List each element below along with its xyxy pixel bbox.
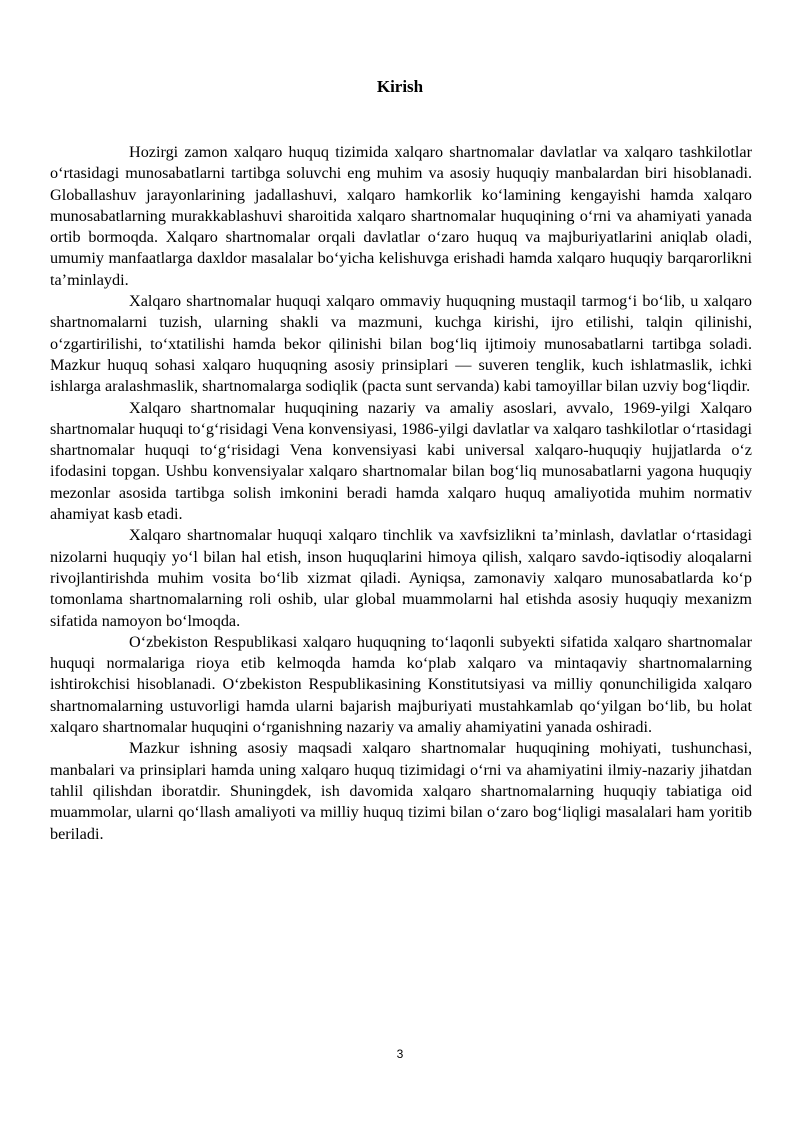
paragraph-6: Mazkur ishning asosiy maqsadi xalqaro shartnomalar huquqining mohiyati, tushunchasi, manbalari va prinsiplari hamda uning xalqaro huquq tizimidagi o‘rni va ahamiyatini ilmiy-nazariy jihatdan tahlil qilishdan iboratdir. Shuningdek, ish davomida xalqaro shartnomalarning huquqiy tabiatiga oid muammolar, ularni qo‘llash amaliyoti va milliy huquq tizimi bilan o‘zaro bog‘liqligi masalalari ham yoritib beriladi. bbox=[50, 739, 752, 843]
paragraph-2: Xalqaro shartnomalar huquqi xalqaro ommaviy huquqning mustaqil tarmog‘i bo‘lib, u xalqaro shartnomalarni tuzish, ularning shakli va mazmuni, kuchga kirishi, ijro etilishi, talqin qilinishi, o‘zgartirilishi, to‘xtatilishi hamda bekor qilinishi bilan bog‘liq ijtimoiy munosabatlarni tartibga soladi. Mazkur huquq sohasi xalqaro huquqning asosiy prinsiplari — suveren tenglik, kuch ishlatmaslik, ichki ishlarga aralashmaslik, shartnomalarga sodiqlik (pacta sunt servanda) kabi tamoyillar bilan uzviy bog‘liqdir. bbox=[50, 292, 752, 396]
page-number: 3 bbox=[396, 1047, 404, 1061]
paragraph-1: Hozirgi zamon xalqaro huquq tizimida xalqaro shartnomalar davlatlar va xalqaro tashkilotlar o‘rtasidagi munosabatlarni tartibga soluvchi eng muhim va asosiy huquqiy manbalardan biri hisoblanadi. Globallashuv jarayonlarining jadallashuvi, xalqaro hamkorlik ko‘lamining kengayishi hamda xalqaro munosabatlarning murakkablashuvi sharoitida xalqaro shartnomalar huquqining o‘rni va ahamiyati yanada ortib bormoqda. Xalqaro shartnomalar orqali davlatlar o‘zaro huquq va majburiyatlarini aniqlab oladi, umumiy manfaatlarga daxldor masalalar bo‘yicha kelishuvga erishadi hamda xalqaro huquqiy barqarorlikni ta’minlaydi. bbox=[50, 143, 752, 289]
page-title: Kirish bbox=[376, 77, 424, 96]
body-text bbox=[50, 142, 752, 845]
paragraph-3: Xalqaro shartnomalar huquqining nazariy va amaliy asoslari, avvalo, 1969-yilgi Xalqaro shartnomalar huquqi to‘g‘risidagi Vena konvensiyasi, 1986-yilgi davlatlar va xalqaro tashkilotlar o‘rtasidagi shartnomalar huquqi to‘g‘risidagi Vena konvensiyasi kabi universal xalqaro-huquqiy hujjatlarda o‘z ifodasini topgan. Ushbu konvensiyalar xalqaro shartnomalar bilan bog‘liq munosabatlarni yagona huquqiy mezonlar asosida tartibga solish imkonini beradi hamda xalqaro huquq amaliyotida muhim normativ ahamiyat kasb etadi. bbox=[50, 398, 752, 524]
paragraph-5: O‘zbekiston Respublikasi xalqaro huquqning to‘laqonli subyekti sifatida xalqaro shartnomalar huquqi normalariga rioya etib kelmoqda hamda ko‘plab xalqaro va mintaqaviy shartnomalarning ishtirokchisi hisoblanadi. O‘zbekiston Respublikasining Konstitutsiyasi va milliy qonunchiligida xalqaro shartnomalarning ustuvorligi hamda ularni bajarish majburiyati mustahkamlab qo‘yilgan bo‘lib, bu holat xalqaro shartnomalar huquqini o‘rganishning nazariy va amaliy ahamiyatini yanada oshiradi. bbox=[50, 632, 752, 737]
paragraph-4: Xalqaro shartnomalar huquqi xalqaro tinchlik va xavfsizlikni ta’minlash, davlatlar o‘rtasidagi nizolarni huquqiy yo‘l bilan hal etish, inson huquqlarini himoya qilish, xalqaro savdo-iqtisodiy aloqalarni rivojlantirishda muhim vosita bo‘lib xizmat qiladi. Ayniqsa, zamonaviy xalqaro munosabatlarda ko‘p tomonlama shartnomalarning roli oshib, ular global muammolarni hal etishda asosiy huquqiy mexanizm sifatida namoyon bo‘lmoqda. bbox=[50, 526, 752, 630]
